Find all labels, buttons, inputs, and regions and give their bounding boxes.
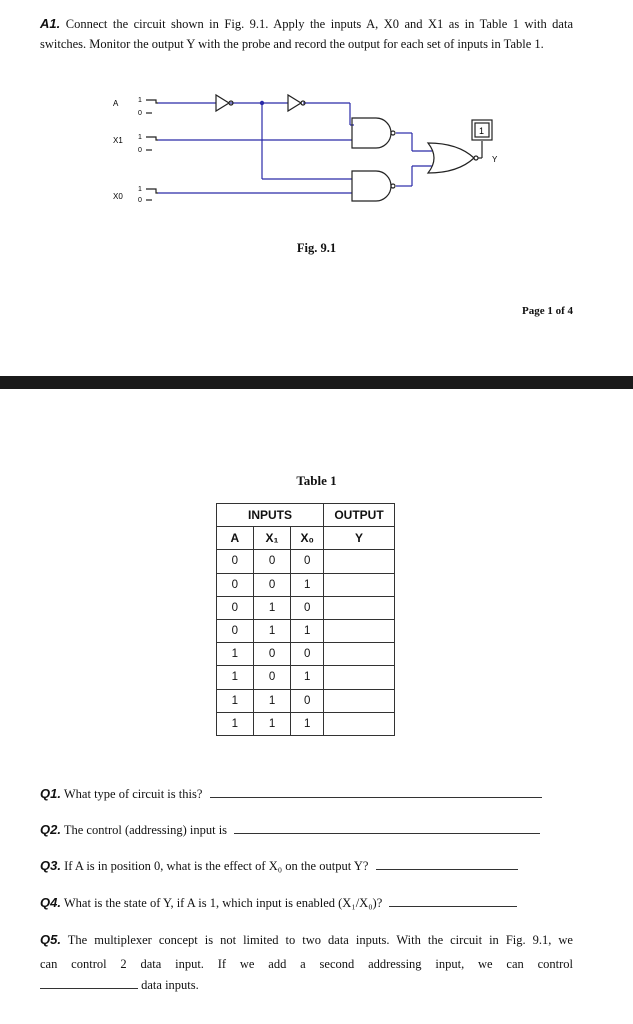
col-a: A (217, 527, 254, 550)
table-row (217, 550, 395, 573)
table-cell: 0 (291, 550, 324, 573)
col-x0: X₀ (291, 527, 324, 550)
intro-paragraph (40, 14, 573, 54)
svg-text:0: 0 (138, 147, 142, 154)
circuit-diagram (0, 85, 633, 205)
table-row (217, 689, 395, 712)
input-label-a: A (113, 99, 119, 108)
or-gate-icon (428, 143, 474, 173)
output-cell[interactable] (324, 550, 395, 573)
svg-text:1: 1 (138, 186, 142, 193)
question-1: Q1. What type of circuit is this? (40, 786, 542, 802)
switch-x1-icon (146, 137, 158, 140)
question-2: Q2. The control (addressing) input is (40, 822, 540, 838)
table-cell: 1 (253, 619, 291, 642)
table-cell: 0 (217, 619, 254, 642)
question-3: Q3. If A is in position 0, what is the effect of X₀ on the output Y? (40, 858, 518, 874)
inverter-2-icon (288, 95, 301, 111)
table-cell: 1 (217, 666, 254, 689)
output-header: OUTPUT (324, 504, 395, 527)
table-cell: 0 (217, 573, 254, 596)
table-row (217, 619, 395, 642)
table-cell: 0 (217, 550, 254, 573)
table-cell: 1 (253, 596, 291, 619)
answer-blank-2[interactable] (234, 832, 540, 834)
table-cell: 0 (253, 666, 291, 689)
table-cell: 1 (217, 643, 254, 666)
table-row (217, 666, 395, 689)
table-row (217, 643, 395, 666)
table-cell: 1 (291, 573, 324, 596)
and-gate-top-icon (352, 118, 391, 148)
output-cell[interactable] (324, 619, 395, 642)
table-cell: 0 (291, 643, 324, 666)
table-cell: 1 (253, 689, 291, 712)
output-label-y: Y (492, 155, 498, 164)
table-row (217, 596, 395, 619)
table-cell: 0 (253, 573, 291, 596)
switch-a-icon (146, 100, 158, 103)
output-cell[interactable] (324, 573, 395, 596)
table-cell: 0 (291, 596, 324, 619)
junction-dot (260, 101, 264, 105)
answer-blank-4[interactable] (389, 905, 517, 907)
col-x1: X₁ (253, 527, 291, 550)
input-label-x1: X1 (113, 136, 123, 145)
output-cell[interactable] (324, 596, 395, 619)
table-cell: 0 (253, 550, 291, 573)
output-cell[interactable] (324, 689, 395, 712)
table-cell: 1 (217, 712, 254, 735)
inputs-header: INPUTS (217, 504, 324, 527)
page-number: Page 1 of 4 (521, 305, 573, 317)
table-cell: 0 (253, 643, 291, 666)
intro-label: A1. (40, 16, 61, 31)
svg-text:1: 1 (138, 134, 142, 141)
question-5: Q5. The multiplexer concept is not limited to two data inputs. With the circuit in Fig. 9.1, we can control 2 data input. If we add a second addressing input, we can control data inputs. (40, 932, 573, 992)
inverter-1-icon (216, 95, 229, 111)
output-cell[interactable] (324, 712, 395, 735)
input-label-x0: X0 (113, 192, 123, 201)
answer-blank-5[interactable] (40, 987, 138, 989)
table-cell: 1 (253, 712, 291, 735)
page-divider (0, 376, 633, 389)
svg-text:0: 0 (138, 110, 142, 117)
col-y: Y (324, 527, 395, 550)
table-row (217, 712, 395, 735)
table-cell: 1 (291, 666, 324, 689)
intro-text: Connect the circuit shown in Fig. 9.1. Apply the inputs A, X0 and X1 as in Table 1 with data switches. Monitor the output Y with the probe and record the output for each set of inputs in Table 1. (40, 17, 574, 51)
table-cell: 1 (217, 689, 254, 712)
probe-value: 1 (479, 126, 485, 136)
question-4: Q4. What is the state of Y, if A is 1, which input is enabled (X₁/X₀)? (40, 895, 517, 911)
output-cell[interactable] (324, 666, 395, 689)
table-cell: 1 (291, 712, 324, 735)
output-cell[interactable] (324, 643, 395, 666)
figure-caption: Fig. 9.1 (296, 241, 337, 255)
truth-table (216, 503, 395, 736)
table-cell: 1 (291, 619, 324, 642)
svg-text:0: 0 (138, 197, 142, 204)
table-title: Table 1 (296, 473, 337, 488)
table-row (217, 573, 395, 596)
answer-blank-1[interactable] (210, 796, 542, 798)
table-cell: 0 (217, 596, 254, 619)
answer-blank-3[interactable] (376, 868, 518, 870)
table-cell: 0 (291, 689, 324, 712)
switch-x0-icon (146, 189, 158, 193)
svg-text:1: 1 (138, 97, 142, 104)
and-gate-bottom-icon (352, 171, 391, 201)
